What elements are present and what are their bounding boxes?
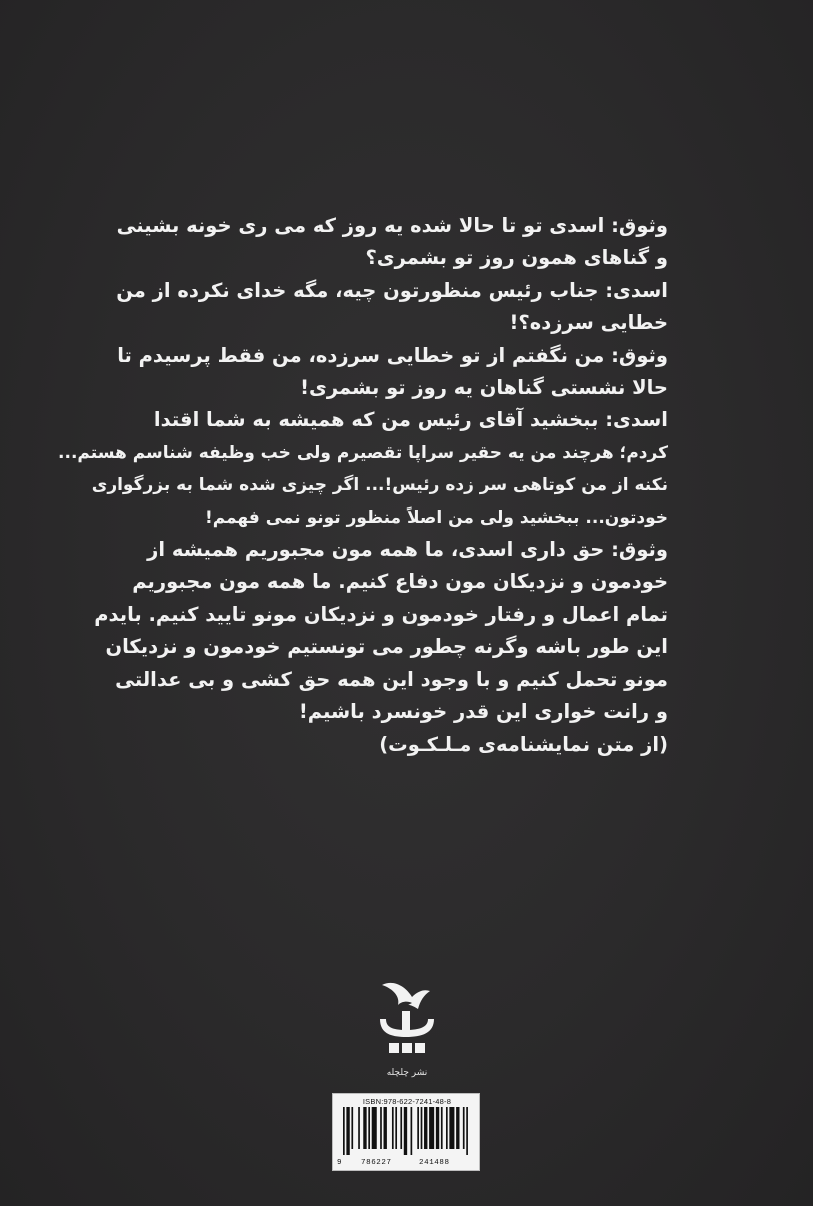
- blurb-line: و رانت خواری این قدر خونسرد باشیم!: [298, 700, 668, 724]
- blurb-line: خودتون... ببخشید ولی من اصلاً منظور تونو نمی فهمم!: [204, 507, 668, 528]
- barcode-bar: [411, 1107, 413, 1155]
- blurb-line: حالا نشستی گناهان یه روز تو بشمری!: [300, 376, 668, 400]
- barcode-bar: [441, 1107, 443, 1149]
- blurb-line: خطایی سرزده؟!: [509, 311, 668, 335]
- blurb-line: وثوق: من نگفتم از تو خطایی سرزده، من فقط پرسیدم تا: [117, 343, 668, 367]
- barcode-bar: [463, 1107, 465, 1149]
- barcode-bar: [436, 1107, 439, 1149]
- barcode-bar: [346, 1107, 349, 1155]
- blurb-line: مونو تحمل کنیم و با وجود این همه حق کشی و بی عدالتی: [115, 667, 668, 691]
- barcode-bars: [343, 1107, 473, 1155]
- barcode-bar: [404, 1107, 407, 1155]
- barcode-bar: [421, 1107, 423, 1149]
- blurb-line: وثوق: اسدی تو تا حالا شده یه روز که می ری خونه بشینی: [116, 214, 668, 237]
- blurb-line: تمام اعمال و رفتار خودمون و نزدیکان مونو تایید کنیم. بایدم: [94, 602, 668, 626]
- barcode-bar: [351, 1107, 353, 1149]
- barcode-bar: [449, 1107, 454, 1149]
- blurb-line: اسدی: ببخشید آقای رئیس من که همیشه به شما اقتدا: [153, 408, 668, 432]
- source-citation: (از متن نمایشنامه‌ی مـلـکـوت): [379, 732, 668, 756]
- isbn-barcode: [332, 1093, 480, 1171]
- blurb-line: نکنه از من کوتاهی سر زده رئیس!... اگر چیزی شده شما به بزرگواری: [91, 475, 668, 496]
- barcode-bar: [372, 1107, 377, 1149]
- barcode-bar: [424, 1107, 427, 1149]
- publisher-logo-icon: [372, 975, 442, 1065]
- barcode-bar: [358, 1107, 360, 1149]
- publisher-name: نشر چلچله: [386, 1068, 428, 1078]
- barcode-bar: [392, 1107, 394, 1149]
- blurb-line: وثوق: حق داری اسدی، ما همه مون مجبوریم همیشه از: [147, 538, 668, 562]
- barcode-bar: [368, 1107, 370, 1149]
- barcode-left-digits: 786227: [361, 1159, 392, 1167]
- barcode-bar: [343, 1107, 345, 1155]
- barcode-bar: [363, 1107, 366, 1149]
- barcode-bar: [456, 1107, 459, 1149]
- barcode-bar: [380, 1107, 382, 1149]
- barcode-lead-digit: 9: [337, 1159, 342, 1167]
- barcode-bar: [446, 1107, 448, 1149]
- barcode-bar: [400, 1107, 402, 1149]
- blurb-line: اسدی: جناب رئیس منظورتون چیه، مگه خدای نکرده از من: [116, 278, 668, 302]
- barcode-bar: [429, 1107, 434, 1149]
- blurb-line: کردم؛ هرچند من یه حقیر سراپا تقصیرم ولی خب وظیفه شناسم هستم...: [58, 442, 668, 463]
- blurb-text: [58, 210, 668, 761]
- barcode-bar: [384, 1107, 387, 1149]
- blurb-line: خودمون و نزدیکان مون دفاع کنیم. ما همه مون مجبوریم: [132, 570, 668, 594]
- isbn-number: ISBN:978-622-7241-48-8: [362, 1097, 452, 1106]
- barcode-bar: [466, 1107, 468, 1155]
- barcode-bar: [395, 1107, 397, 1149]
- barcode-bar: [417, 1107, 419, 1149]
- blurb-line: این طور باشه وگرنه چطور می تونستیم خودمون و نزدیکان: [105, 635, 668, 659]
- barcode-right-digits: 241488: [419, 1159, 450, 1167]
- blurb-line: و گناهای همون روز تو بشمری؟: [365, 246, 668, 270]
